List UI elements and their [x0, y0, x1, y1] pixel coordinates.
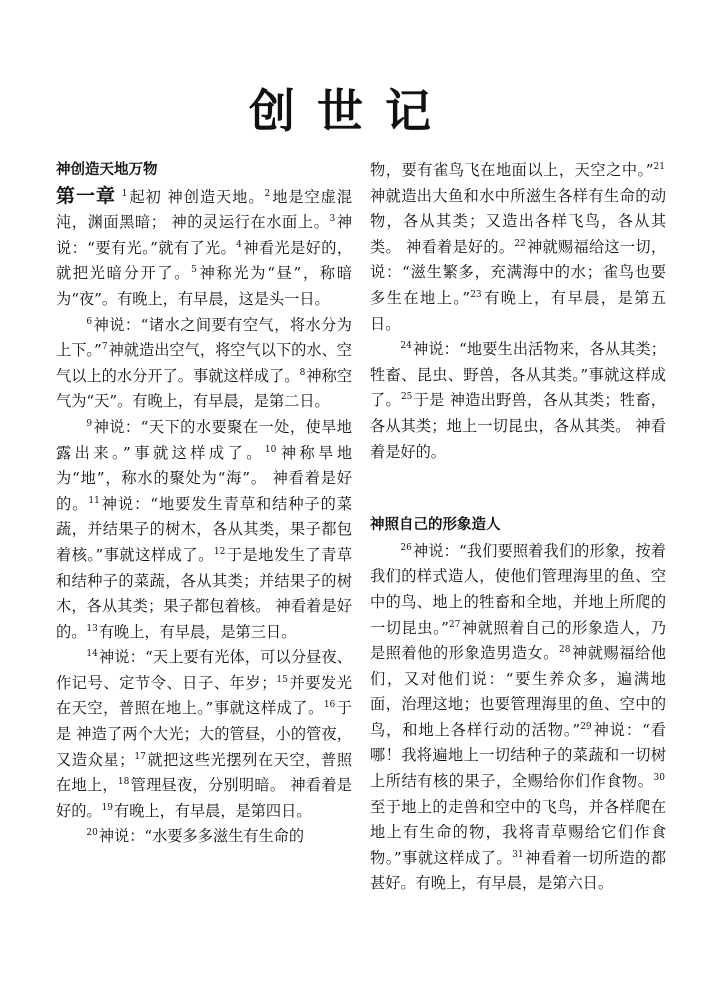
chapter-label: 第一章: [56, 184, 116, 207]
verse-paragraph: [56, 824, 352, 850]
verse-number: 20: [86, 828, 98, 839]
verse-text: 起初 神创造天地。: [128, 187, 265, 206]
verse-number: 1: [121, 188, 128, 199]
verse-text: 神说：“天上要有光体，可以分昼夜、作记号、定节令、日子、年岁；: [56, 648, 352, 692]
right-column-body-2: [370, 539, 666, 897]
section-heading-creation: 神创造天地万物: [56, 162, 158, 178]
verse-text: 神说：“要有光。”就有了光。: [56, 213, 353, 257]
verse-text: 神说：“天下的水要聚在一处，使旱地露出来。”事就这样成了。: [56, 417, 352, 462]
verse-text: 神就造出大鱼和水中所滋生各样有生命的动物，各从其类；又造出各样飞鸟，各从其类。 神看着是好的。: [370, 186, 666, 256]
verse-number: 14: [86, 649, 98, 660]
verse-text: 神就赐福给他们，又对他们说：“要生养众多，遍满地面，治理这地；也要管理海里的鱼、空中的鸟，和地上各样行动的活物。”: [370, 644, 667, 739]
verse-number: 28: [559, 645, 571, 656]
verse-text: 管理昼夜，分别明暗。 神看着是好的。: [56, 776, 352, 820]
verse-number: 18: [117, 777, 130, 788]
verse-paragraph: [370, 539, 666, 897]
verse-text: 于是 神造出野兽，各从其类；牲畜，各从其类；地上一切昆虫，各从其类。 神看着是好的。: [370, 391, 666, 461]
verse-number: 27: [448, 619, 461, 630]
verse-number: 8: [299, 367, 306, 378]
verse-paragraph: [56, 184, 352, 313]
verse-paragraph: [370, 337, 666, 465]
verse-number: 11: [88, 495, 100, 506]
verse-number: 17: [134, 751, 146, 762]
verse-number: 26: [400, 542, 412, 553]
verse-number: 19: [101, 802, 114, 813]
verse-text: 于是 神造了两个大光；大的管昼，小的管夜，又造众星；: [56, 699, 352, 769]
verse-text: 并要发光在天空，普照在地上。”事就这样成了。: [56, 673, 353, 718]
verse-paragraph: [56, 645, 352, 824]
verse-number: 21: [653, 162, 665, 172]
section-heading-man-created: 神照自己的形象造人: [370, 517, 501, 534]
verse-text: 神看着一切所造的都甚好。有晚上，有早晨，是第六日。: [370, 848, 667, 893]
verse-number: 29: [580, 721, 592, 732]
verse-text: 神说：“地要生出活物来，各从其类；牲畜、昆虫、野兽，各从其类。”事就这样成了。: [370, 340, 666, 410]
verse-text: 神说：“我们要照着我们的形象，按着我们的样式造人，使他们管理海里的鱼、空中的鸟、地上的牲畜和全地，并地上所爬的一切昆虫。”: [370, 541, 666, 637]
verse-number: 30: [653, 773, 665, 784]
verse-text: 地是空虚混沌，渊面黑暗； 神的灵运行在水面上。: [56, 187, 353, 232]
verse-paragraph: [56, 415, 352, 645]
right-column-body-1: [370, 158, 666, 465]
verse-text: 神称光为“昼”，称暗为“夜”。有晚上，有早晨，这是头一日。: [56, 264, 353, 308]
verse-text: 有晚上，有早晨，是第四日。: [114, 801, 312, 820]
verse-number: 9: [86, 418, 93, 429]
verse-text: 就把这些光摆列在天空，普照在地上，: [56, 750, 353, 795]
verse-text: 神说：“诸水之间要有空气，将水分为上下。”: [56, 315, 352, 360]
verse-text: 物，要有雀鸟飞在地面以上，天空之中。”: [370, 161, 654, 179]
verse-text: 神说：“地要发生青草和结种子的菜蔬，并结果子的树木，各从其类，果子都包着核。”事就这样成了。: [56, 494, 353, 564]
section-gap: [370, 465, 666, 513]
book-title: 创世记: [249, 84, 453, 138]
verse-paragraph: [56, 313, 352, 415]
verse-text: 神称旱地为“地”，称水的聚处为“海”。 神看着是好的。: [56, 443, 352, 513]
verse-text: 神称空气为“天”。有晚上，有早晨，是第二日。: [56, 366, 353, 411]
verse-text: 于是地发生了青草和结种子的菜蔬，各从其类；并结果子的树木，各从其类；果子都包着核。 神看着是好的。: [56, 545, 353, 641]
verse-number: 13: [86, 623, 98, 634]
left-column-body: [56, 184, 352, 850]
verse-number: 24: [400, 341, 412, 352]
verse-number: 4: [236, 239, 242, 250]
verse-text: 至于地上的走兽和空中的飞鸟，并各样爬在地上有生命的物，我将青草赐给它们作食物。”事就这样成了。: [370, 797, 666, 867]
verse-text: 神说：“看哪！我将遍地上一切结种子的菜蔬和一切树上所结有核的果子，全赐给你们作食物。: [370, 720, 666, 791]
right-column: [370, 158, 666, 897]
verse-number: 23: [470, 289, 482, 300]
left-column: [56, 158, 352, 850]
verse-number: 31: [512, 849, 524, 860]
verse-text: 神说：“水要多多滋生有生命的: [98, 827, 305, 846]
verse-number: 25: [400, 392, 413, 403]
verse-number: 15: [276, 674, 288, 685]
verse-number: 16: [323, 700, 336, 711]
verse-text: 有晚上，有早晨，是第三日。: [98, 622, 297, 641]
verse-text: 有晚上，有早晨，是第五日。: [370, 288, 667, 333]
verse-number: 7: [101, 342, 108, 353]
verse-number: 10: [264, 444, 277, 455]
verse-text: 神就赐福给这一切，说：“滋生繁多，充满海中的水；雀鸟也要多生在地上。”: [370, 237, 666, 307]
verse-number: 2: [264, 188, 271, 199]
verse-text: 神看光是好的，就把光暗分开了。: [56, 238, 353, 283]
verse-text: 神就照着自己的形象造人，乃是照着他的形象造男造女。: [370, 618, 667, 663]
verse-number: 12: [213, 546, 226, 557]
verse-number: 3: [329, 214, 336, 225]
verse-number: 22: [514, 238, 526, 249]
verse-number: 6: [86, 316, 93, 327]
verse-number: 5: [191, 265, 197, 276]
verse-text: 神就造出空气，将空气以下的水、空气以上的水分开了。事就这样成了。: [56, 341, 352, 385]
verse-paragraph: [370, 158, 666, 337]
